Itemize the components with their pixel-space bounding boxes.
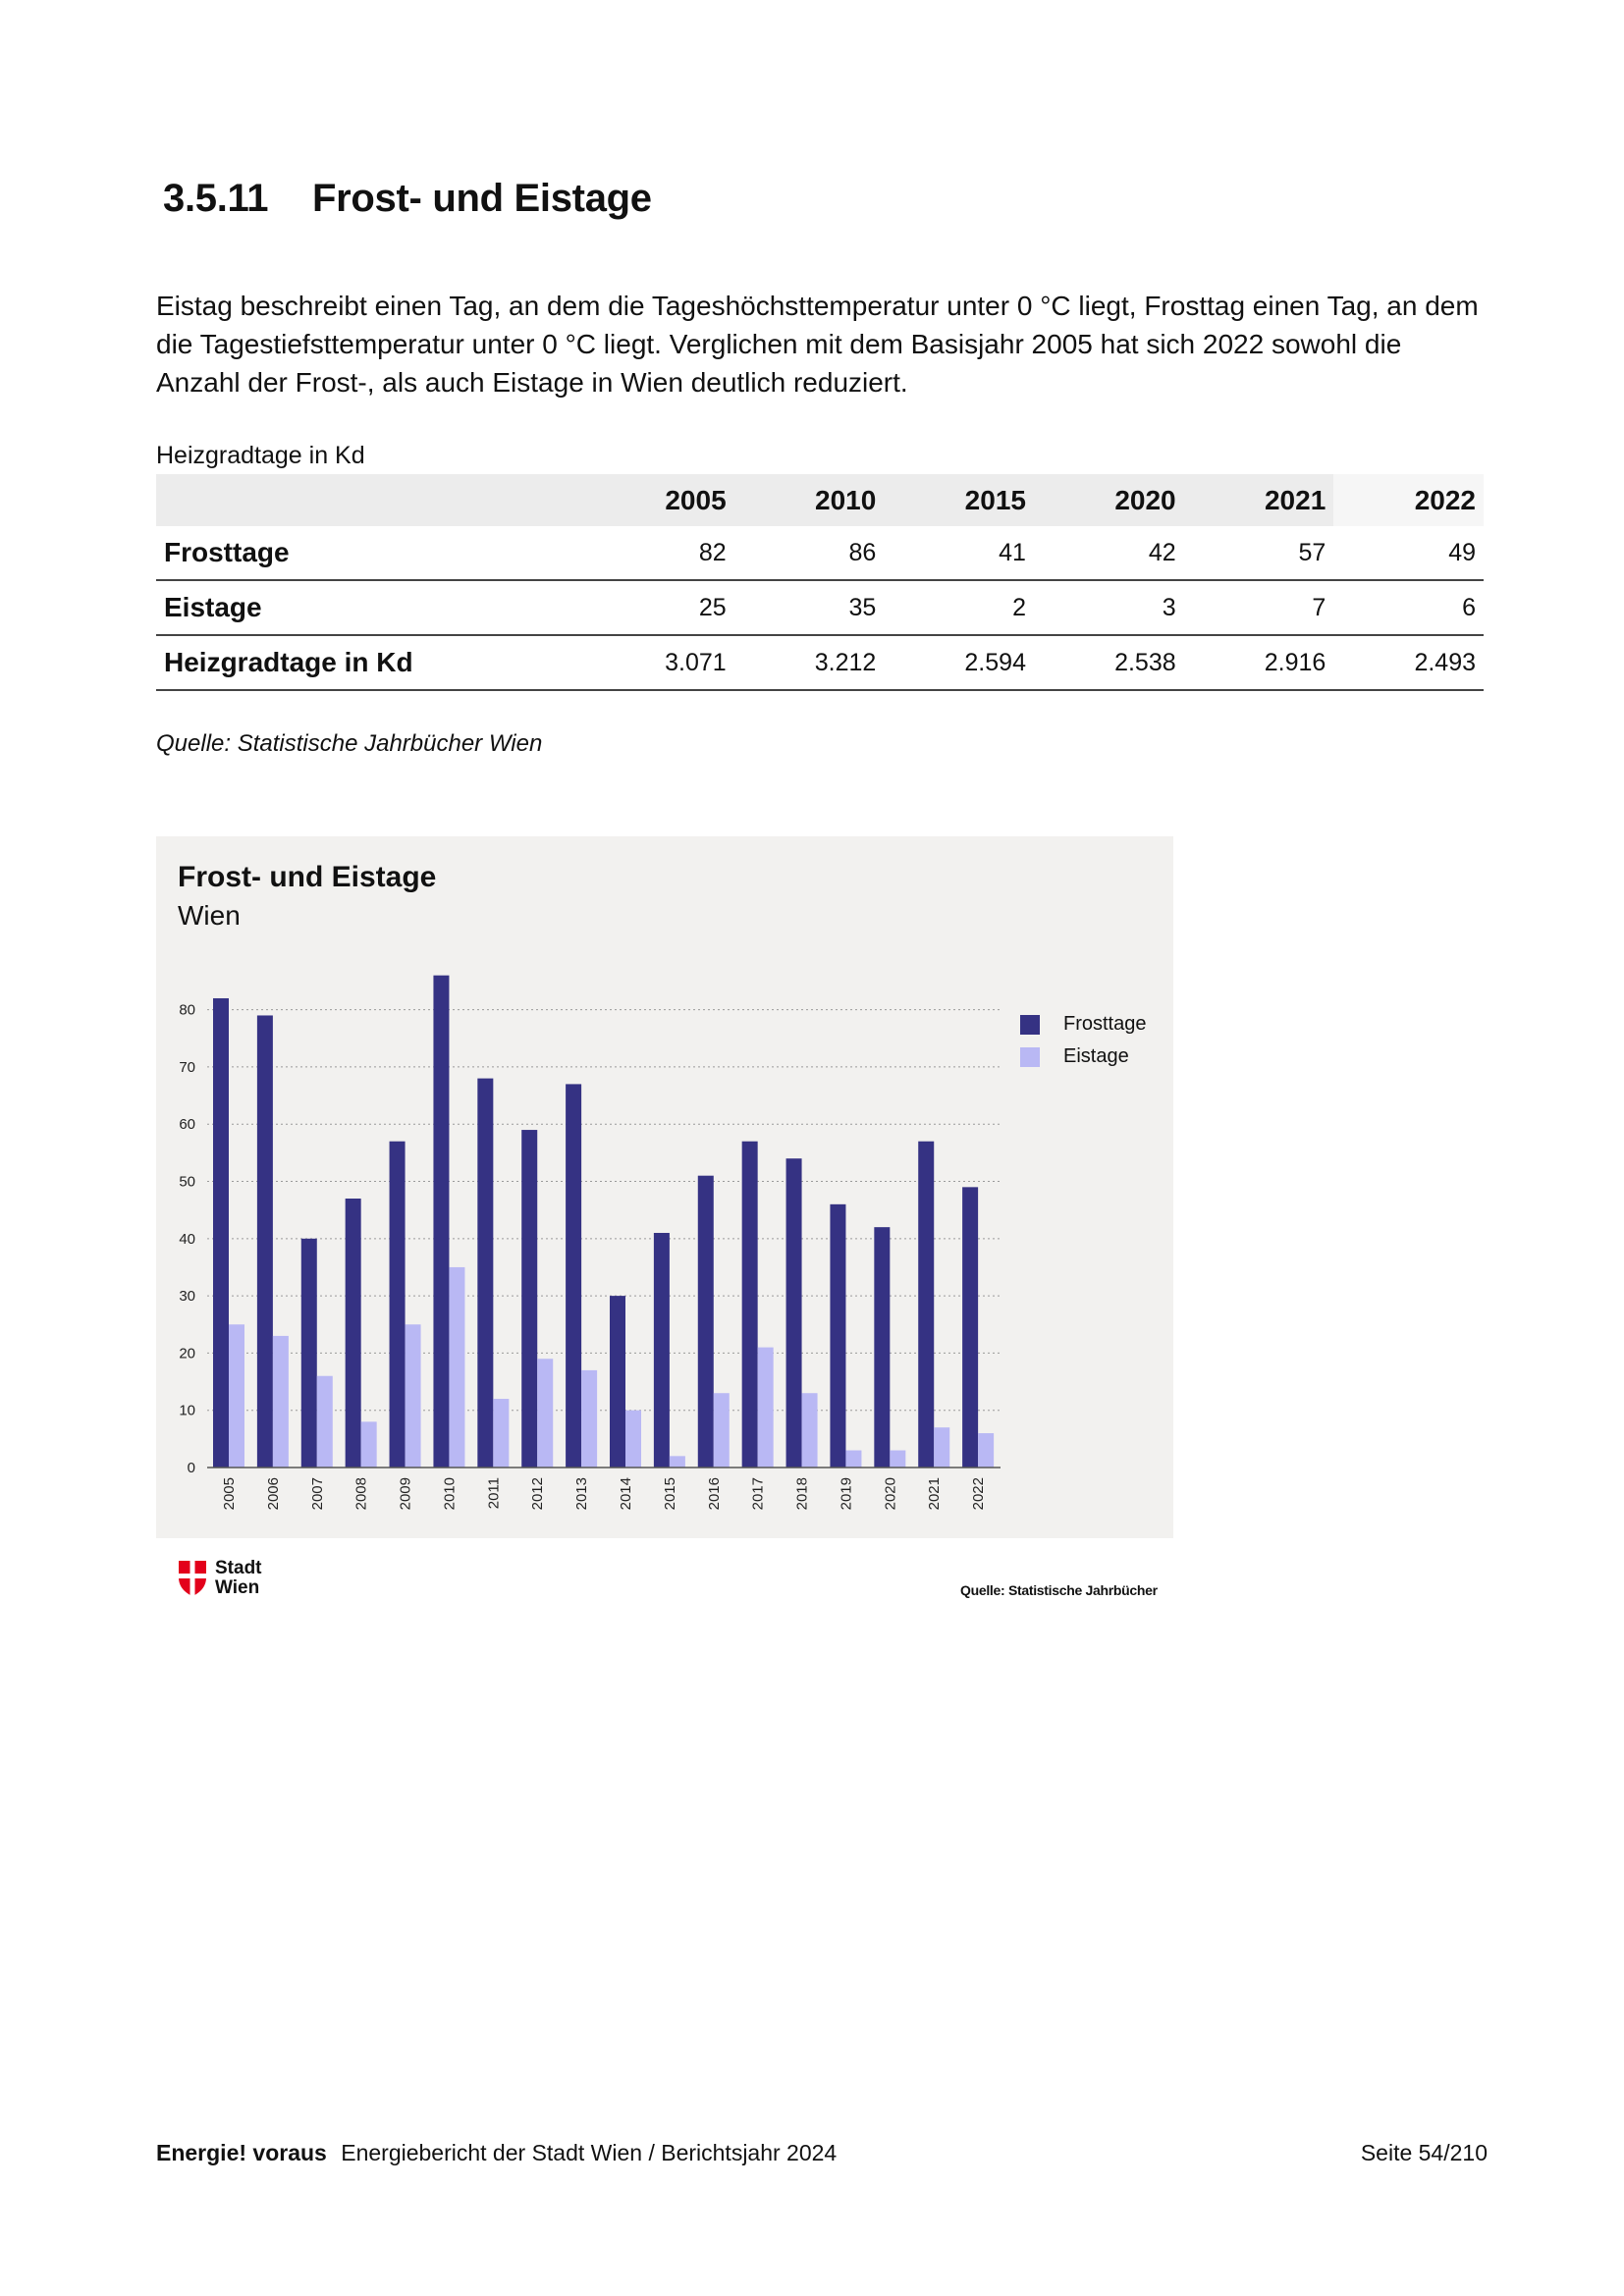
- table-header-cell: 2020: [1034, 474, 1184, 526]
- table-header-cell: 2005: [584, 474, 734, 526]
- x-tick-label: 2022: [970, 1477, 988, 1511]
- table-cell: 35: [734, 580, 885, 635]
- table-row: [156, 526, 1484, 580]
- legend-swatch-frosttage: [1020, 1015, 1040, 1035]
- table-cell: 49: [1333, 526, 1484, 580]
- footer-text: Energiebericht der Stadt Wien / Berichtsjahr 2024: [341, 2140, 838, 2165]
- chart-panel: [156, 836, 1173, 1538]
- y-tick-label: 0: [187, 1460, 195, 1476]
- table-cell: 25: [584, 580, 734, 635]
- table-cell: 6: [1333, 580, 1484, 635]
- table-header-cell: 2021: [1184, 474, 1334, 526]
- legend-item-frosttage: [1020, 1008, 1146, 1041]
- chart-source-note: Quelle: Statistische Jahrbücher: [960, 1582, 1158, 1598]
- bar-eistage-2014: [625, 1411, 641, 1468]
- page-footer: [156, 2140, 837, 2166]
- table-cell: 7: [1184, 580, 1334, 635]
- chart-title: Frost- und Eistage: [178, 861, 437, 893]
- bar-frosttage-2015: [654, 1233, 670, 1468]
- table-cell: 42: [1034, 526, 1184, 580]
- table-header-row: [156, 474, 1484, 526]
- x-tick-label: 2020: [882, 1477, 899, 1511]
- bar-frosttage-2011: [477, 1079, 493, 1468]
- bar-eistage-2007: [317, 1376, 333, 1468]
- logo-line-1: Stadt: [215, 1558, 262, 1578]
- section-number: 3.5.11: [163, 177, 269, 220]
- bar-frosttage-2010: [433, 976, 449, 1468]
- bar-eistage-2016: [714, 1393, 730, 1468]
- table-cell: 2: [884, 580, 1034, 635]
- y-tick-label: 50: [179, 1173, 195, 1191]
- table-header-cell: 2022: [1333, 474, 1484, 526]
- legend-label: Eistage: [1063, 1045, 1129, 1067]
- bar-frosttage-2021: [918, 1142, 934, 1468]
- y-tick-label: 60: [179, 1116, 195, 1134]
- frost-ice-days-table: [156, 474, 1484, 691]
- x-tick-label: 2011: [485, 1477, 503, 1510]
- bar-eistage-2021: [934, 1427, 949, 1468]
- table-cell: 2.538: [1034, 635, 1184, 690]
- table-cell: 3.071: [584, 635, 734, 690]
- bar-frosttage-2022: [962, 1187, 978, 1468]
- bar-eistage-2009: [406, 1324, 421, 1468]
- bar-eistage-2017: [758, 1348, 774, 1468]
- bar-eistage-2008: [361, 1421, 377, 1468]
- bar-frosttage-2018: [786, 1158, 802, 1468]
- x-tick-label: 2016: [705, 1477, 723, 1511]
- row-label: Heizgradtage in Kd: [156, 635, 584, 690]
- table-header-cell: 2010: [734, 474, 885, 526]
- bar-eistage-2013: [581, 1370, 597, 1468]
- table-cell: 41: [884, 526, 1034, 580]
- table-row: [156, 580, 1484, 635]
- legend-label: Frosttage: [1063, 1013, 1147, 1035]
- row-label: Eistage: [156, 580, 584, 635]
- bar-eistage-2019: [845, 1451, 861, 1468]
- x-tick-label: 2010: [441, 1477, 459, 1511]
- x-tick-label: 2019: [838, 1477, 855, 1511]
- x-tick-label: 2014: [618, 1477, 634, 1511]
- y-tick-label: 70: [179, 1058, 195, 1076]
- bar-frosttage-2019: [830, 1204, 845, 1468]
- table-header-cell: 2015: [884, 474, 1034, 526]
- y-tick-label: 10: [179, 1402, 195, 1419]
- y-tick-label: 80: [179, 1001, 195, 1019]
- footer-brand: Energie! voraus: [156, 2140, 327, 2165]
- bar-frosttage-2020: [874, 1227, 890, 1468]
- x-tick-label: 2015: [661, 1477, 678, 1511]
- x-tick-label: 2009: [397, 1477, 414, 1511]
- row-label: Frosttage: [156, 526, 584, 580]
- table-header-cell: [156, 474, 584, 526]
- bar-frosttage-2016: [698, 1176, 714, 1468]
- x-tick-label: 2006: [264, 1477, 282, 1511]
- y-tick-label: 40: [179, 1230, 195, 1248]
- table-row: [156, 635, 1484, 690]
- bar-eistage-2018: [802, 1393, 818, 1468]
- table-caption: Heizgradtage in Kd: [156, 442, 365, 469]
- bar-eistage-2006: [273, 1336, 289, 1468]
- x-tick-label: 2012: [529, 1477, 547, 1511]
- x-tick-label: 2013: [573, 1477, 591, 1511]
- bar-eistage-2015: [670, 1456, 685, 1468]
- page-number: Seite 54/210: [1360, 2140, 1488, 2165]
- stadt-wien-logo: [178, 1559, 262, 1598]
- bar-frosttage-2014: [610, 1296, 625, 1468]
- legend-item-eistage: [1020, 1041, 1146, 1073]
- bar-eistage-2011: [493, 1399, 509, 1468]
- y-tick-label: 30: [179, 1288, 195, 1306]
- bar-frosttage-2005: [213, 998, 229, 1468]
- bar-eistage-2022: [978, 1433, 994, 1468]
- section-heading: [163, 177, 652, 221]
- legend-swatch-eistage: [1020, 1047, 1040, 1067]
- bar-eistage-2012: [537, 1359, 553, 1468]
- table-cell: 2.493: [1333, 635, 1484, 690]
- table-cell: 2.916: [1184, 635, 1334, 690]
- x-tick-label: 2007: [308, 1477, 326, 1511]
- x-tick-label: 2018: [793, 1477, 811, 1511]
- logo-line-2: Wien: [215, 1577, 260, 1598]
- bar-frosttage-2006: [257, 1015, 273, 1468]
- bar-frosttage-2007: [301, 1239, 317, 1468]
- bar-frosttage-2017: [742, 1142, 758, 1468]
- table-cell: 57: [1184, 526, 1334, 580]
- bar-chart: [156, 836, 1173, 1538]
- x-tick-label: 2017: [749, 1477, 767, 1511]
- bar-frosttage-2008: [346, 1199, 361, 1468]
- x-tick-label: 2021: [926, 1477, 944, 1511]
- y-tick-label: 20: [179, 1345, 195, 1362]
- table-cell: 82: [584, 526, 734, 580]
- table-cell: 3.212: [734, 635, 885, 690]
- section-title: Frost- und Eistage: [312, 177, 652, 220]
- bar-eistage-2020: [890, 1451, 905, 1468]
- bar-frosttage-2009: [390, 1142, 406, 1468]
- table-cell: 3: [1034, 580, 1184, 635]
- bar-eistage-2010: [449, 1267, 464, 1468]
- table-cell: 2.594: [884, 635, 1034, 690]
- vienna-shield-icon: [178, 1560, 207, 1597]
- table-cell: 86: [734, 526, 885, 580]
- chart-legend: [1020, 1008, 1146, 1073]
- intro-paragraph: Eistag beschreibt einen Tag, an dem die Tageshöchsttemperatur unter 0 °C liegt, Frosttag einen Tag, an dem die Tagestiefsttemperatur unter 0 °C liegt. Verglichen mit dem Basisjahr 2005 hat sich 2022 sowohl die Anzahl der Frost-, als auch Eistage in Wien deutlich reduziert.: [156, 291, 1479, 398]
- table-source-note: Quelle: Statistische Jahrbücher Wien: [156, 730, 543, 757]
- bar-eistage-2005: [229, 1324, 244, 1468]
- x-tick-label: 2008: [352, 1477, 370, 1511]
- x-tick-label: 2005: [221, 1477, 238, 1511]
- bar-frosttage-2013: [566, 1084, 581, 1468]
- bar-frosttage-2012: [521, 1130, 537, 1468]
- chart-subtitle: Wien: [178, 900, 241, 931]
